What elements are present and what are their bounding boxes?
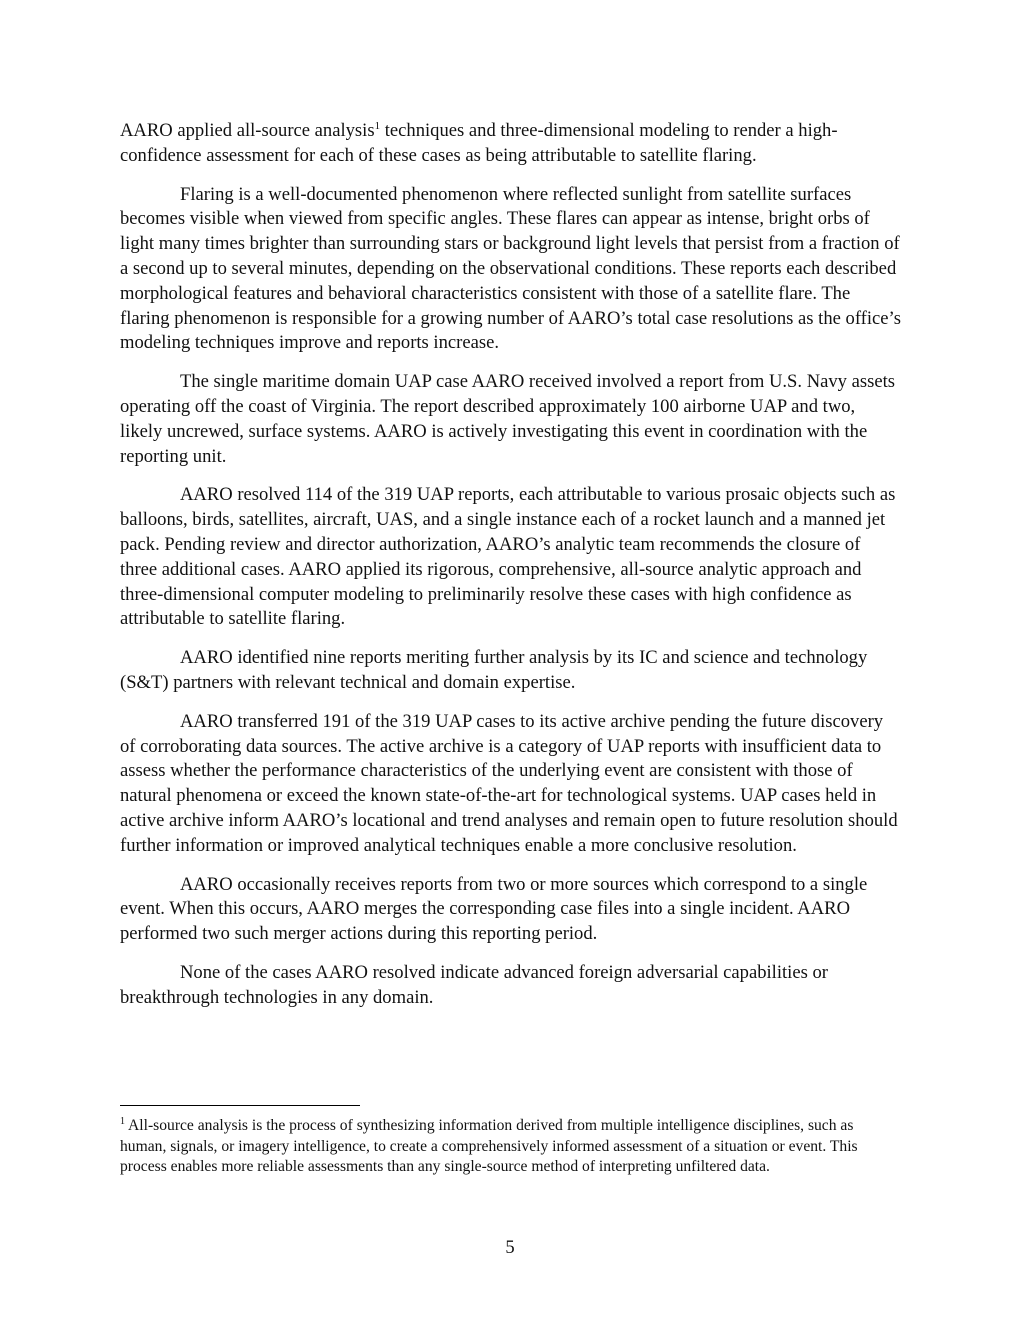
body-text [120,119,902,1025]
page-number: 5 [505,1237,515,1258]
footnote-divider [120,1105,360,1106]
paragraph-resolved-reports: AARO resolved 114 of the 319 UAP reports, each attributable to various prosaic objects such as balloons, birds, satellites, aircraft, UAS, and a single instance each of a rocket launch and a manned jet pack. Pending review and director authorization, AARO’s analytic team recommends the closure of three additional cases. AARO applied its rigorous, comprehensive, all-source analytic approach and three-dimensional computer modeling to preliminarily resolve these cases with high confidence as attributable to satellite flaring. [120,484,896,630]
paragraph-active-archive: AARO transferred 191 of the 319 UAP cases to its active archive pending the future discovery of corroborating data sources. The active archive is a category of UAP reports with insufficient data to assess whether the performance characteristics of the underlying event are consistent with those of natural phenomena or exceed the known state-of-the-art for technological systems. UAP cases held in active archive inform AARO’s locational and trend analyses and remain open to future resolution should further information or improved analytical techniques enable a more conclusive resolution. [120,710,898,856]
footnote-marker: 1 [120,1116,125,1127]
paragraph-text: AARO applied all-source analysis [120,120,375,141]
paragraph-conclusion: None of the cases AARO resolved indicate advanced foreign adversarial capabilities or breakthrough technologies in any domain. [120,961,828,1008]
paragraph-continuation [120,119,902,169]
footnote-reference[interactable]: 1 [374,120,381,132]
paragraph-merger-actions: AARO occasionally receives reports from two or more sources which correspond to a single event. When this occurs, AARO merges the corresponding case files into a single incident. AARO performed two such merger actions during this reporting period. [120,873,868,945]
paragraph-text: techniques and three-dimensional modeling to render a high-confidence assessment for each of these cases as being attributable to satellite flaring. [120,120,838,166]
paragraph-maritime-case: The single maritime domain UAP case AARO received involved a report from U.S. Navy assets operating off the coast of Virginia. The report described approximately 100 airborne UAP and two, likely uncrewed, surface systems. AARO is actively investigating this event in coordination with the reporting unit. [120,371,895,467]
paragraph-further-analysis: AARO identified nine reports meriting further analysis by its IC and science and technology (S&T) partners with relevant technical and domain expertise. [120,647,868,693]
footnote-text: All-source analysis is the process of synthesizing information derived from multiple intelligence disciplines, such as human, signals, or imagery intelligence, to create a comprehensively informed assessment of a situation or event. This process enables more reliable assessments than any single-source method of interpreting unfiltered data. [120,1117,858,1176]
footnote [120,1116,902,1178]
paragraph-satellite-flaring: Flaring is a well-documented phenomenon where reflected sunlight from satellite surfaces becomes visible when viewed from specific angles. These flares can appear as intense, bright orbs of light many times brighter than surrounding stars or background light levels that persist from a fraction of a second up to several minutes, depending on the observational conditions. These reports each described morphological features and behavioral characteristics consistent with those of a satellite flare. The flaring phenomenon is responsible for a growing number of AARO’s total case resolutions as the office’s modeling techniques improve and reports increase. [120,183,901,354]
